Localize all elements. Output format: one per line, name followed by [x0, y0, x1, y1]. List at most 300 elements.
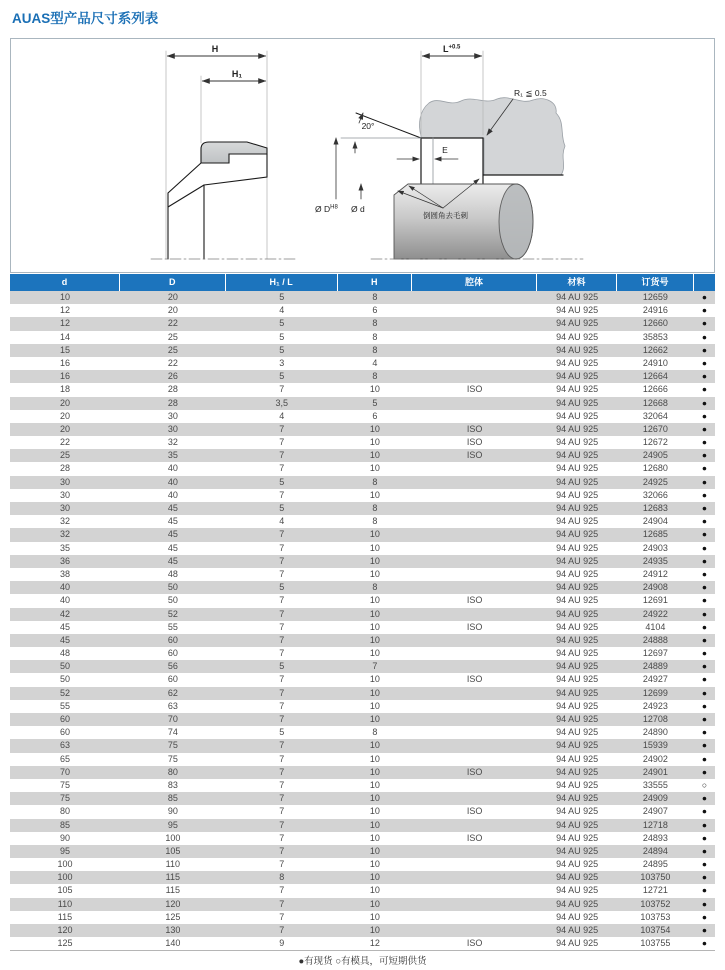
cell-material: 94 AU 925: [556, 714, 599, 724]
table-row: [10, 357, 715, 370]
cell-order: 24909: [642, 793, 668, 804]
cell-avail: ●: [701, 305, 707, 316]
cell-cavity: ISO: [466, 437, 483, 448]
cell-material: 94 AU 925: [556, 331, 599, 342]
cell-material: 94 AU 925: [556, 925, 599, 935]
table-row: [10, 858, 715, 871]
cell-order: 24903: [642, 542, 668, 553]
col-header-h1l: H₁ / L: [226, 274, 338, 291]
cell-h: 12: [369, 938, 380, 949]
cell-cavity: ISO: [466, 938, 483, 949]
cell-h: 5: [372, 397, 378, 408]
cell-material: 94 AU 925: [556, 344, 599, 355]
cell-D: 48: [167, 568, 178, 579]
cell-avail: ●: [701, 872, 707, 883]
cell-h1l: 7: [279, 859, 285, 870]
cell-avail: ●: [701, 516, 707, 527]
cell-h1l: 7: [279, 568, 285, 579]
cell-h1l: 7: [279, 898, 285, 909]
cell-avail: ●: [701, 727, 707, 738]
cell-h1l: 5: [279, 292, 285, 302]
cell-order: 24895: [642, 859, 668, 870]
cell-h: 10: [369, 911, 380, 922]
table-row: [10, 792, 715, 805]
cell-material: 94 AU 925: [556, 621, 599, 632]
cell-d: 40: [59, 582, 70, 593]
cell-h1l: 7: [279, 806, 285, 817]
cell-h: 10: [369, 450, 380, 461]
cell-d: 38: [59, 568, 70, 579]
cell-avail: ●: [701, 555, 707, 566]
cell-d: 42: [59, 608, 70, 619]
cell-h: 10: [369, 621, 380, 632]
cell-order: 12718: [642, 819, 668, 830]
cell-h1l: 3,5: [275, 397, 289, 408]
page-title: AUAS型产品尺寸系列表: [12, 11, 159, 26]
table-row: [10, 845, 715, 858]
dia-D-label: Ø $D^{H8}$: [315, 204, 338, 214]
cell-material: 94 AU 925: [556, 634, 599, 645]
cell-h1l: 7: [279, 766, 285, 777]
cell-h1l: 7: [279, 779, 285, 790]
cell-h: 8: [372, 344, 378, 355]
cell-cavity: [412, 344, 537, 357]
cell-h1l: 7: [279, 687, 285, 698]
cell-h1l: 7: [279, 542, 285, 553]
cell-order: 24905: [642, 450, 668, 461]
cell-avail: ●: [701, 766, 707, 777]
technical-drawing-box: [10, 38, 715, 273]
cell-h: 8: [372, 476, 378, 487]
cell-D: 105: [165, 845, 181, 856]
cell-h1l: 5: [279, 582, 285, 593]
cell-material: 94 AU 925: [556, 542, 599, 553]
cell-h1l: 4: [279, 305, 285, 316]
cell-h1l: 5: [279, 318, 285, 329]
cell-h1l: 9: [279, 938, 285, 949]
cell-cavity: [412, 502, 537, 515]
cell-material: 94 AU 925: [556, 410, 599, 421]
seal-cross-section: [151, 44, 297, 259]
cell-material: 94 AU 925: [556, 674, 599, 685]
cell-h: 10: [369, 766, 380, 777]
cell-D: 95: [167, 819, 178, 830]
col-header-D: D: [120, 274, 226, 291]
cell-order: 24935: [642, 555, 668, 566]
cell-order: 103755: [640, 938, 671, 949]
cell-h: 10: [369, 753, 380, 764]
cell-d: 95: [59, 845, 70, 856]
cell-d: 45: [59, 621, 70, 632]
table-row: [10, 660, 715, 673]
cell-d: 15: [59, 344, 70, 355]
col-header-d: d: [10, 274, 120, 291]
cell-h1l: 7: [279, 555, 285, 566]
cell-cavity: [412, 410, 537, 423]
cell-D: 83: [167, 779, 178, 790]
cell-h: 8: [372, 516, 378, 527]
cell-h: 10: [369, 845, 380, 856]
cell-h: 10: [369, 898, 380, 909]
cell-D: 28: [167, 384, 178, 395]
cell-material: 94 AU 925: [556, 885, 599, 896]
cell-avail: ●: [701, 714, 707, 724]
cell-order: 12685: [642, 529, 668, 540]
cell-cavity: ISO: [466, 766, 483, 777]
cell-order: 24902: [642, 753, 668, 764]
cell-h1l: 7: [279, 885, 285, 896]
cell-cavity: [412, 555, 537, 568]
cell-avail: ●: [701, 674, 707, 685]
cell-avail: ○: [701, 779, 707, 790]
cell-order: 103754: [640, 925, 671, 935]
cell-d: 12: [59, 318, 70, 329]
table-row: [10, 542, 715, 555]
table-body: [10, 291, 715, 951]
cell-material: 94 AU 925: [556, 568, 599, 579]
cell-h: 10: [369, 634, 380, 645]
cell-material: 94 AU 925: [556, 608, 599, 619]
cell-order: 24927: [642, 674, 668, 685]
cell-h: 10: [369, 463, 380, 474]
cell-material: 94 AU 925: [556, 859, 599, 870]
cell-h: 8: [372, 331, 378, 342]
cell-h1l: 7: [279, 463, 285, 474]
cell-material: 94 AU 925: [556, 938, 599, 949]
cell-material: 94 AU 925: [556, 832, 599, 843]
cell-D: 52: [167, 608, 178, 619]
cell-d: 10: [59, 292, 70, 302]
table-row: [10, 423, 715, 436]
cell-cavity: [412, 819, 537, 832]
cell-cavity: ISO: [466, 621, 483, 632]
cell-cavity: ISO: [466, 832, 483, 843]
cell-cavity: [412, 871, 537, 884]
table-row: [10, 911, 715, 924]
cell-h: 10: [369, 779, 380, 790]
cell-order: 33555: [642, 779, 668, 790]
cell-order: 12672: [642, 437, 668, 448]
cell-cavity: ISO: [466, 423, 483, 434]
cell-h1l: 5: [279, 371, 285, 382]
dim-H-label: H: [211, 44, 219, 54]
cell-cavity: [412, 528, 537, 541]
cell-D: 20: [167, 305, 178, 316]
cell-material: 94 AU 925: [556, 384, 599, 395]
cell-material: 94 AU 925: [556, 872, 599, 883]
cell-avail: ●: [701, 450, 707, 461]
cell-h1l: 7: [279, 608, 285, 619]
cell-avail: ●: [701, 384, 707, 395]
table-row: [10, 924, 715, 937]
cell-d: 100: [57, 859, 73, 870]
table-row: [10, 713, 715, 726]
cell-avail: ●: [701, 476, 707, 487]
cell-D: 110: [165, 859, 181, 870]
cell-h: 10: [369, 595, 380, 606]
cell-d: 90: [59, 832, 70, 843]
cell-cavity: [412, 845, 537, 858]
cell-order: 12680: [642, 463, 668, 474]
cell-material: 94 AU 925: [556, 305, 599, 316]
cell-h: 7: [372, 661, 378, 672]
table-row: [10, 397, 715, 410]
cell-cavity: [412, 898, 537, 911]
cell-avail: ●: [701, 898, 707, 909]
table-row: [10, 819, 715, 832]
cell-h1l: 7: [279, 740, 285, 751]
cell-d: 100: [57, 872, 73, 883]
cell-avail: ●: [701, 819, 707, 830]
cell-h: 8: [372, 582, 378, 593]
cell-D: 22: [167, 357, 178, 368]
cell-D: 70: [167, 714, 178, 724]
cell-h: 10: [369, 872, 380, 883]
cell-d: 75: [59, 793, 70, 804]
cell-material: 94 AU 925: [556, 437, 599, 448]
cell-D: 30: [167, 410, 178, 421]
dimension-table: [10, 274, 715, 951]
cell-h1l: 5: [279, 727, 285, 738]
table-row: [10, 331, 715, 344]
cell-order: 4104: [645, 621, 666, 632]
cell-material: 94 AU 925: [556, 516, 599, 527]
cell-material: 94 AU 925: [556, 687, 599, 698]
cell-cavity: [412, 858, 537, 871]
cell-avail: ●: [701, 700, 707, 711]
cell-order: 12697: [642, 648, 668, 659]
cell-avail: ●: [701, 331, 707, 342]
cell-d: 70: [59, 766, 70, 777]
cell-h1l: 4: [279, 516, 285, 527]
cell-order: 24912: [642, 568, 668, 579]
cell-avail: ●: [701, 582, 707, 593]
cell-D: 30: [167, 423, 178, 434]
cell-material: 94 AU 925: [556, 318, 599, 329]
cell-order: 24916: [642, 305, 668, 316]
cell-avail: ●: [701, 463, 707, 474]
cell-h: 8: [372, 503, 378, 513]
col-header-material: 材料: [537, 274, 617, 291]
cell-avail: ●: [701, 410, 707, 421]
cell-cavity: [412, 581, 537, 594]
cell-order: 24910: [642, 357, 668, 368]
cell-material: 94 AU 925: [556, 819, 599, 830]
cell-h1l: 5: [279, 661, 285, 672]
cell-d: 60: [59, 727, 70, 738]
cell-avail: ●: [701, 885, 707, 896]
cell-D: 45: [167, 529, 178, 540]
cell-material: 94 AU 925: [556, 371, 599, 382]
cell-D: 50: [167, 595, 178, 606]
cell-D: 60: [167, 674, 178, 685]
cell-material: 94 AU 925: [556, 357, 599, 368]
cell-material: 94 AU 925: [556, 648, 599, 659]
cell-d: 28: [59, 463, 70, 474]
cell-order: 24922: [642, 608, 668, 619]
cell-h1l: 7: [279, 793, 285, 804]
availability-legend: ●有现货 ○有模具，可短期供货: [298, 956, 427, 967]
cell-h: 10: [369, 700, 380, 711]
cell-avail: ●: [701, 925, 707, 935]
cell-h1l: 7: [279, 819, 285, 830]
cell-h: 10: [369, 384, 380, 395]
cell-cavity: [412, 753, 537, 766]
cell-order: 24925: [642, 476, 668, 487]
cell-cavity: [412, 304, 537, 317]
cell-order: 24890: [642, 727, 668, 738]
cell-h1l: 7: [279, 911, 285, 922]
cell-D: 130: [165, 925, 181, 935]
cell-material: 94 AU 925: [556, 450, 599, 461]
cell-h1l: 7: [279, 700, 285, 711]
cell-d: 45: [59, 634, 70, 645]
cell-d: 30: [59, 476, 70, 487]
cell-D: 45: [167, 516, 178, 527]
cell-D: 140: [165, 938, 181, 949]
cell-order: 103752: [640, 898, 671, 909]
cell-cavity: [412, 647, 537, 660]
table-row: [10, 779, 715, 792]
cell-avail: ●: [701, 437, 707, 448]
table-row: [10, 871, 715, 884]
groove-detail: [315, 44, 583, 259]
cell-D: 26: [167, 371, 178, 382]
cell-d: 60: [59, 714, 70, 724]
cell-avail: ●: [701, 938, 707, 949]
cell-D: 75: [167, 740, 178, 751]
cell-order: 24889: [642, 661, 668, 672]
cell-d: 32: [59, 529, 70, 540]
cell-order: 103753: [640, 911, 671, 922]
cell-cavity: [412, 542, 537, 555]
cell-D: 74: [167, 727, 178, 738]
cell-avail: ●: [701, 344, 707, 355]
table-row: [10, 489, 715, 502]
cell-avail: ●: [701, 542, 707, 553]
table-row: [10, 436, 715, 449]
cell-cavity: [412, 779, 537, 792]
cell-d: 85: [59, 819, 70, 830]
cell-h: 10: [369, 885, 380, 896]
cell-cavity: [412, 911, 537, 924]
cell-d: 40: [59, 595, 70, 606]
cell-d: 22: [59, 437, 70, 448]
cell-d: 16: [59, 357, 70, 368]
cell-avail: ●: [701, 845, 707, 856]
col-header-h: H: [338, 274, 412, 291]
cell-cavity: [412, 357, 537, 370]
cell-material: 94 AU 925: [556, 740, 599, 751]
cell-order: 12659: [642, 292, 668, 302]
cell-d: 20: [59, 397, 70, 408]
cell-D: 20: [167, 292, 178, 302]
cell-order: 12666: [642, 384, 668, 395]
cell-h1l: 3: [279, 357, 285, 368]
cell-material: 94 AU 925: [556, 503, 599, 513]
cell-avail: ●: [701, 911, 707, 922]
cell-h1l: 8: [279, 872, 285, 883]
cell-h: 8: [372, 292, 378, 302]
cell-avail: ●: [701, 529, 707, 540]
cell-h1l: 7: [279, 753, 285, 764]
cell-order: 24923: [642, 700, 668, 711]
cell-avail: ●: [701, 568, 707, 579]
cell-D: 120: [165, 898, 181, 909]
cell-material: 94 AU 925: [556, 806, 599, 817]
technical-drawing: [11, 39, 714, 272]
cell-avail: ●: [701, 832, 707, 843]
cell-order: 24888: [642, 634, 668, 645]
cell-cavity: [412, 634, 537, 647]
cell-h: 10: [369, 489, 380, 500]
cell-h: 10: [369, 555, 380, 566]
cell-cavity: [412, 924, 537, 937]
cell-D: 50: [167, 582, 178, 593]
cell-material: 94 AU 925: [556, 595, 599, 606]
cell-order: 35853: [642, 331, 668, 342]
cell-h: 10: [369, 568, 380, 579]
cell-d: 32: [59, 516, 70, 527]
table-row: [10, 884, 715, 897]
table-row: [10, 317, 715, 330]
dim-L-label: $L^{+0.5}$: [443, 44, 461, 54]
table-row: [10, 937, 715, 950]
table-row: [10, 832, 715, 845]
cell-order: 12660: [642, 318, 668, 329]
cell-d: 36: [59, 555, 70, 566]
table-row: [10, 370, 715, 383]
cell-D: 35: [167, 450, 178, 461]
cell-avail: ●: [701, 595, 707, 606]
cell-h: 10: [369, 832, 380, 843]
cell-h: 10: [369, 806, 380, 817]
cell-cavity: ISO: [466, 450, 483, 461]
table-row: [10, 753, 715, 766]
cell-cavity: [412, 884, 537, 897]
cell-D: 32: [167, 437, 178, 448]
cell-d: 63: [59, 740, 70, 751]
cell-h1l: 7: [279, 845, 285, 856]
dim-H1-label: H₁: [231, 69, 243, 79]
table-row: [10, 344, 715, 357]
cell-D: 75: [167, 753, 178, 764]
deburr-note: 倒圆角去毛刺: [423, 211, 468, 220]
cell-order: 32064: [642, 410, 668, 421]
cell-D: 45: [167, 542, 178, 553]
col-header-cavity: 腔体: [412, 274, 537, 291]
cell-h: 10: [369, 925, 380, 935]
table-row: [10, 898, 715, 911]
table-row: [10, 410, 715, 423]
cell-D: 80: [167, 766, 178, 777]
cell-d: 20: [59, 410, 70, 421]
cell-material: 94 AU 925: [556, 766, 599, 777]
cell-material: 94 AU 925: [556, 727, 599, 738]
cell-cavity: [412, 568, 537, 581]
table-row: [10, 449, 715, 462]
cell-d: 30: [59, 503, 70, 513]
cell-d: 80: [59, 806, 70, 817]
cell-avail: ●: [701, 503, 707, 513]
cell-h: 8: [372, 318, 378, 329]
cell-d: 35: [59, 542, 70, 553]
cell-d: 25: [59, 450, 70, 461]
cell-cavity: ISO: [466, 595, 483, 606]
cell-avail: ●: [701, 859, 707, 870]
cell-d: 12: [59, 305, 70, 316]
cell-avail: ●: [701, 753, 707, 764]
